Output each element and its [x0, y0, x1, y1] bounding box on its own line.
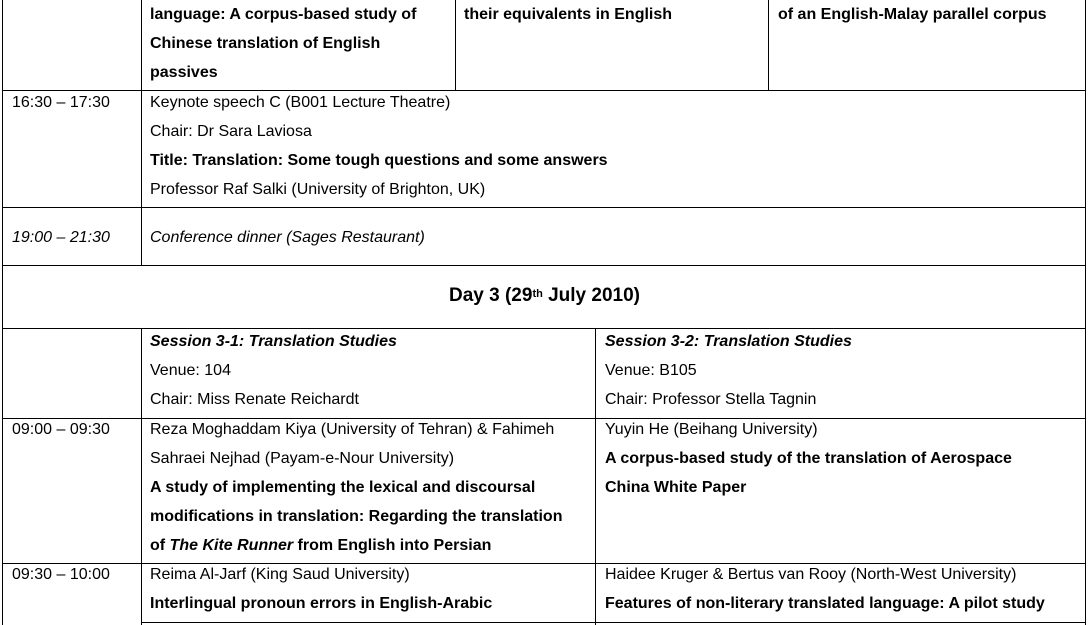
rule-6: [2, 563, 1086, 564]
top-cell-1-line-3: passives: [150, 64, 218, 81]
day-heading: [0, 283, 1089, 309]
slot-2-left-author: Reima Al-Jarf (King Saud University): [150, 566, 410, 583]
slot-1-left-title-1: A study of implementing the lexical and discoursal: [150, 479, 536, 496]
session-2-title: Session 3-2: Translation Studies: [605, 333, 852, 350]
rule-2: [2, 207, 1086, 208]
slot-1-right-title-2: China White Paper: [605, 479, 747, 496]
slot-1-left-title-2: modifications in translation: Regarding the translation: [150, 508, 563, 525]
keynote-chair: Chair: Dr Sara Laviosa: [150, 123, 312, 140]
top-cell-1-line-1: language: A corpus-based study of: [150, 6, 417, 23]
slot-1-left-author-2: Sahraei Nejhad (Payam-e-Nour University): [150, 450, 455, 467]
session-2-venue: Venue: B105: [605, 362, 697, 379]
dinner-text: Conference dinner (Sages Restaurant): [150, 229, 425, 246]
rule-4: [2, 328, 1086, 329]
dinner-time: 19:00 – 21:30: [12, 229, 110, 246]
top-cell-1-line-2: Chinese translation of English: [150, 35, 381, 52]
keynote-time: 16:30 – 17:30: [12, 94, 110, 111]
border-right: [1085, 0, 1086, 625]
keynote-title: Title: Translation: Some tough questions and some answers: [150, 152, 608, 169]
rule-3: [2, 265, 1086, 266]
session-2-chair: Chair: Professor Stella Tagnin: [605, 391, 817, 408]
day-heading-suffix: July 2010): [542, 285, 640, 306]
border-time-col-bottom: [141, 329, 142, 625]
keynote-speaker: Professor Raf Salki (University of Brighton, UK): [150, 181, 486, 198]
slot-1-left-title-3-book: The Kite Runner: [169, 537, 294, 554]
rule-1: [2, 90, 1086, 91]
day-heading-sup: th: [532, 288, 543, 300]
top-cell-2-line-1: their equivalents in English: [464, 6, 673, 23]
border-left: [2, 0, 3, 625]
top-cell-3-line-1: of an English-Malay parallel corpus: [778, 6, 1047, 23]
border-session-split: [595, 329, 596, 625]
session-1-title: Session 3-1: Translation Studies: [150, 333, 397, 350]
slot-1-left-title-3-pre: of: [150, 537, 170, 554]
slot-1-left-author-1: Reza Moghaddam Kiya (University of Tehran) & Fahimeh: [150, 421, 555, 438]
slot-1-right-title-1: A corpus-based study of the translation of Aerospace: [605, 450, 1012, 467]
rule-7: [141, 622, 1086, 623]
border-time-col-top: [141, 0, 142, 266]
keynote-heading: Keynote speech C (B001 Lecture Theatre): [150, 94, 451, 111]
session-1-venue: Venue: 104: [150, 362, 231, 379]
rule-5: [2, 418, 1086, 419]
slot-2-right-author: Haidee Kruger & Bertus van Rooy (North-West University): [605, 566, 1017, 583]
slot-2-left-title: Interlingual pronoun errors in English-Arabic: [150, 595, 493, 612]
slot-2-right-title: Features of non-literary translated language: A pilot study: [605, 595, 1045, 612]
slot-1-right-author: Yuyin He (Beihang University): [605, 421, 818, 438]
slot-2-time: 09:30 – 10:00: [12, 566, 110, 583]
slot-1-time: 09:00 – 09:30: [12, 421, 110, 438]
session-1-chair: Chair: Miss Renate Reichardt: [150, 391, 359, 408]
slot-1-left-title-3-post: from English into Persian: [293, 537, 492, 554]
border-top-col3: [768, 0, 769, 91]
day-heading-prefix: Day 3 (29: [448, 285, 533, 306]
slot-1-left-title-3: [150, 536, 491, 556]
border-top-col2: [455, 0, 456, 91]
